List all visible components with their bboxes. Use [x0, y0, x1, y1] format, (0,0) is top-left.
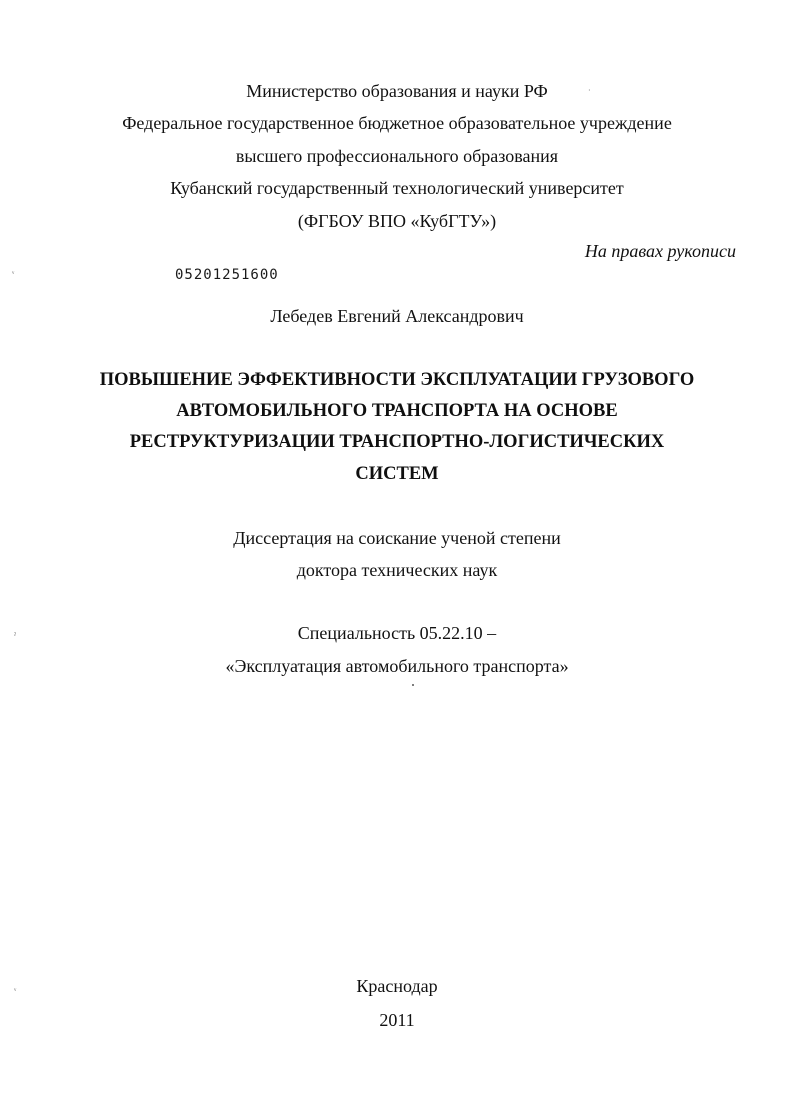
degree-line-2: доктора технических наук	[296, 560, 498, 580]
scan-speck: ·	[588, 86, 591, 95]
catalog-number: 05201251600	[175, 267, 279, 283]
year: 2011	[379, 1010, 415, 1030]
degree-line-1: Диссертация на соискание ученой степени	[233, 528, 561, 548]
specialty-line-2: «Эксплуатация автомобильного транспорта»	[225, 656, 569, 676]
scan-speck: ˀ	[14, 631, 16, 640]
university-abbreviation: (ФГБОУ ВПО «КубГТУ»)	[297, 211, 497, 231]
dissertation-title-line-1: ПОВЫШЕНИЕ ЭФФЕКТИВНОСТИ ЭКСПЛУАТАЦИИ ГРУЗОВОГО	[99, 370, 695, 390]
institution-type-line: Федеральное государственное бюджетное образовательное учреждение	[122, 113, 672, 133]
dissertation-title-line-4: СИСТЕМ	[355, 464, 439, 484]
specialty-line-1: Специальность 05.22.10 –	[297, 623, 497, 643]
city: Краснодар	[356, 976, 438, 996]
scan-dot	[412, 684, 414, 686]
author-name: Лебедев Евгений Александрович	[270, 306, 524, 326]
dissertation-title-line-2: АВТОМОБИЛЬНОГО ТРАНСПОРТА НА ОСНОВЕ	[176, 401, 618, 421]
ministry-line: Министерство образования и науки РФ	[246, 81, 548, 101]
dissertation-title-line-3: РЕСТРУКТУРИЗАЦИИ ТРАНСПОРТНО-ЛОГИСТИЧЕСКИХ	[129, 432, 665, 452]
university-line: Кубанский государственный технологический университет	[170, 178, 624, 198]
scan-speck: ᵛ	[14, 986, 17, 995]
education-level-line: высшего профессионального образования	[235, 146, 559, 166]
manuscript-note: На правах рукописи	[584, 241, 736, 261]
scan-speck: ᵛ	[12, 269, 15, 278]
